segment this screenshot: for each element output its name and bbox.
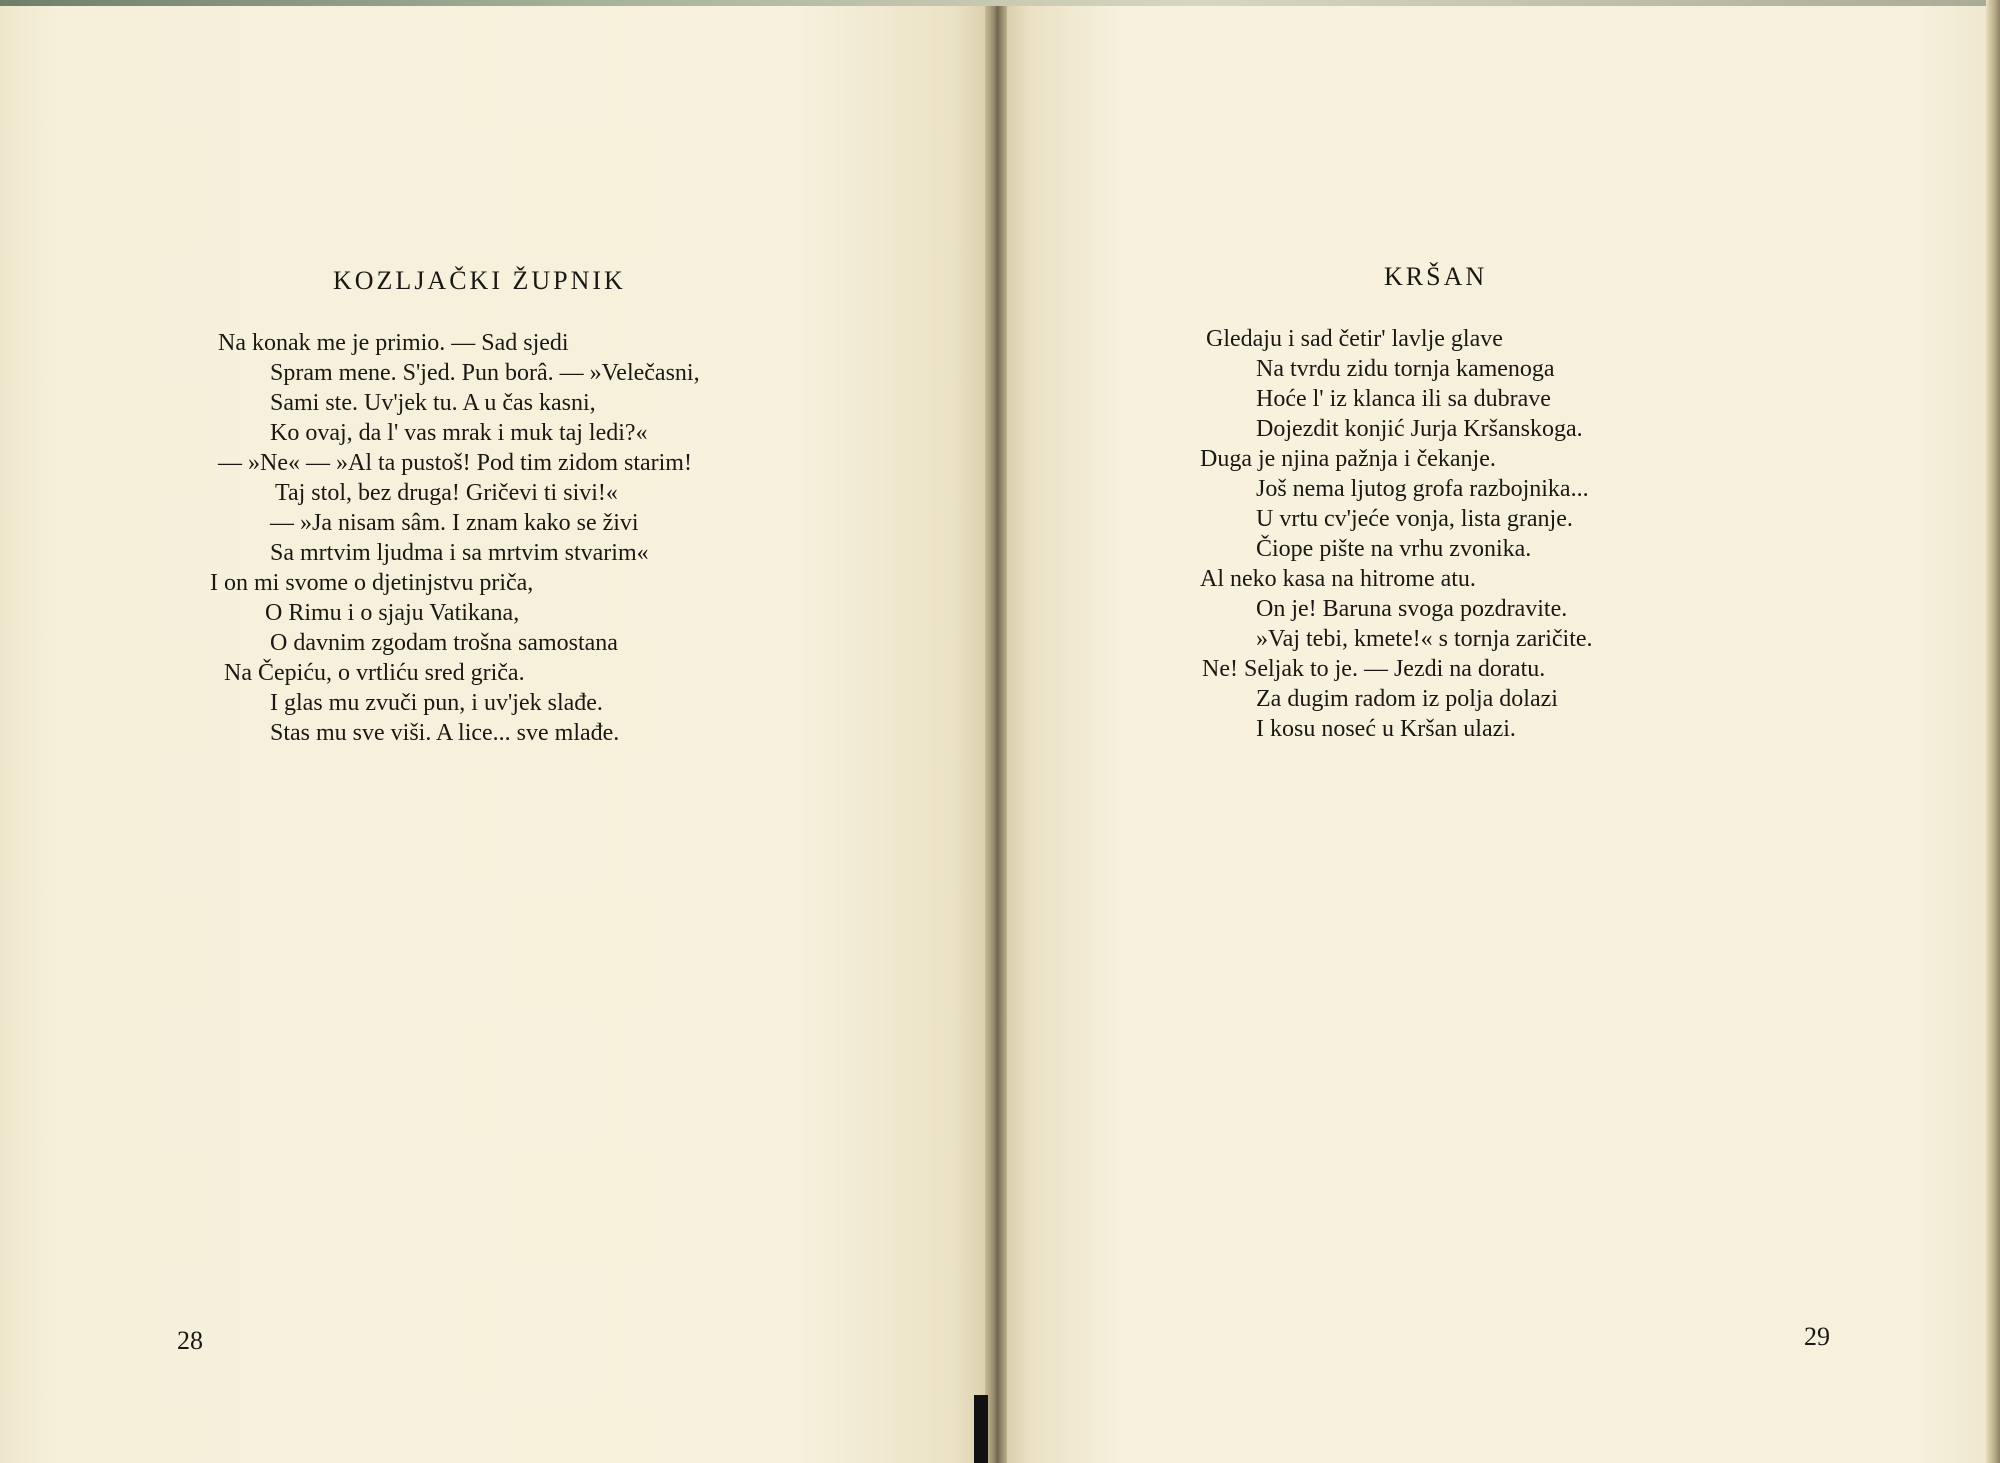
left-page: [0, 0, 990, 1463]
poem-line: I on mi svome o djetinjstvu priča,: [210, 570, 534, 596]
poem-line: Taj stol, bez druga! Gričevi ti sivi!«: [275, 480, 618, 506]
page-number-left: 28: [177, 1326, 203, 1355]
page-number-right: 29: [1804, 1322, 1830, 1351]
poem-line: — »Ja nisam sâm. I znam kako se živi: [270, 510, 639, 536]
poem-line: Sami ste. Uv'jek tu. A u čas kasni,: [270, 390, 596, 416]
poem-line: O Rimu i o sjaju Vatikana,: [265, 600, 520, 626]
poem-line: Al neko kasa na hitrome atu.: [1200, 566, 1476, 592]
poem-line: Gledaju i sad četir' lavlje glave: [1206, 326, 1503, 352]
poem-line: Čiope pište na vrhu zvonika.: [1256, 536, 1532, 562]
poem-line: U vrtu cv'jeće vonja, lista granje.: [1256, 506, 1573, 532]
right-page: [1002, 0, 2000, 1463]
poem-line: Ko ovaj, da l' vas mrak i muk taj ledi?«: [270, 420, 648, 446]
page-edge: [1986, 0, 2000, 1463]
poem-line: Na tvrdu zidu tornja kamenoga: [1256, 356, 1555, 382]
poem-body-left: [0, 328, 990, 748]
poem-line: »Vaj tebi, kmete!« s tornja zaričite.: [1256, 626, 1593, 652]
poem-title-left: KOZLJAČKI ŽUPNIK: [333, 266, 626, 295]
poem-line: Sa mrtvim ljudma i sa mrtvim stvarim«: [270, 540, 649, 566]
poem-line: Za dugim radom iz polja dolazi: [1256, 686, 1558, 712]
poem-line: Na Čepiću, o vrtliću sred griča.: [224, 660, 525, 686]
poem-line: Stas mu sve viši. A lice... sve mlađe.: [270, 720, 620, 746]
poem-line: Duga je njina pažnja i čekanje.: [1200, 446, 1496, 472]
poem-line: I glas mu zvuči pun, i uv'jek slađe.: [270, 690, 603, 716]
poem-line: On je! Baruna svoga pozdravite.: [1256, 596, 1568, 622]
top-edge: [0, 0, 2000, 6]
poem-line: O davnim zgodam trošna samostana: [270, 630, 618, 656]
poem-line: Hoće l' iz klanca ili sa dubrave: [1256, 386, 1551, 412]
poem-line: Još nema ljutog grofa razbojnika...: [1256, 476, 1589, 502]
poem-line: Na konak me je primio. — Sad sjedi: [218, 330, 569, 356]
poem-line: Spram mene. S'jed. Pun borâ. — »Velečasni,: [270, 360, 700, 386]
poem-body-right: [1002, 324, 2000, 744]
poem-line: Dojezdit konjić Jurja Kršanskoga.: [1256, 416, 1583, 442]
poem-line: Ne! Seljak to je. — Jezdi na doratu.: [1202, 656, 1546, 682]
poem-line: I kosu noseć u Kršan ulazi.: [1256, 716, 1516, 742]
book-gutter: [985, 0, 1007, 1463]
poem-line: — »Ne« — »Al ta pustoš! Pod tim zidom starim!: [218, 450, 692, 476]
poem-title-right: KRŠAN: [1384, 262, 1488, 291]
gutter-shadow: [974, 1395, 988, 1463]
